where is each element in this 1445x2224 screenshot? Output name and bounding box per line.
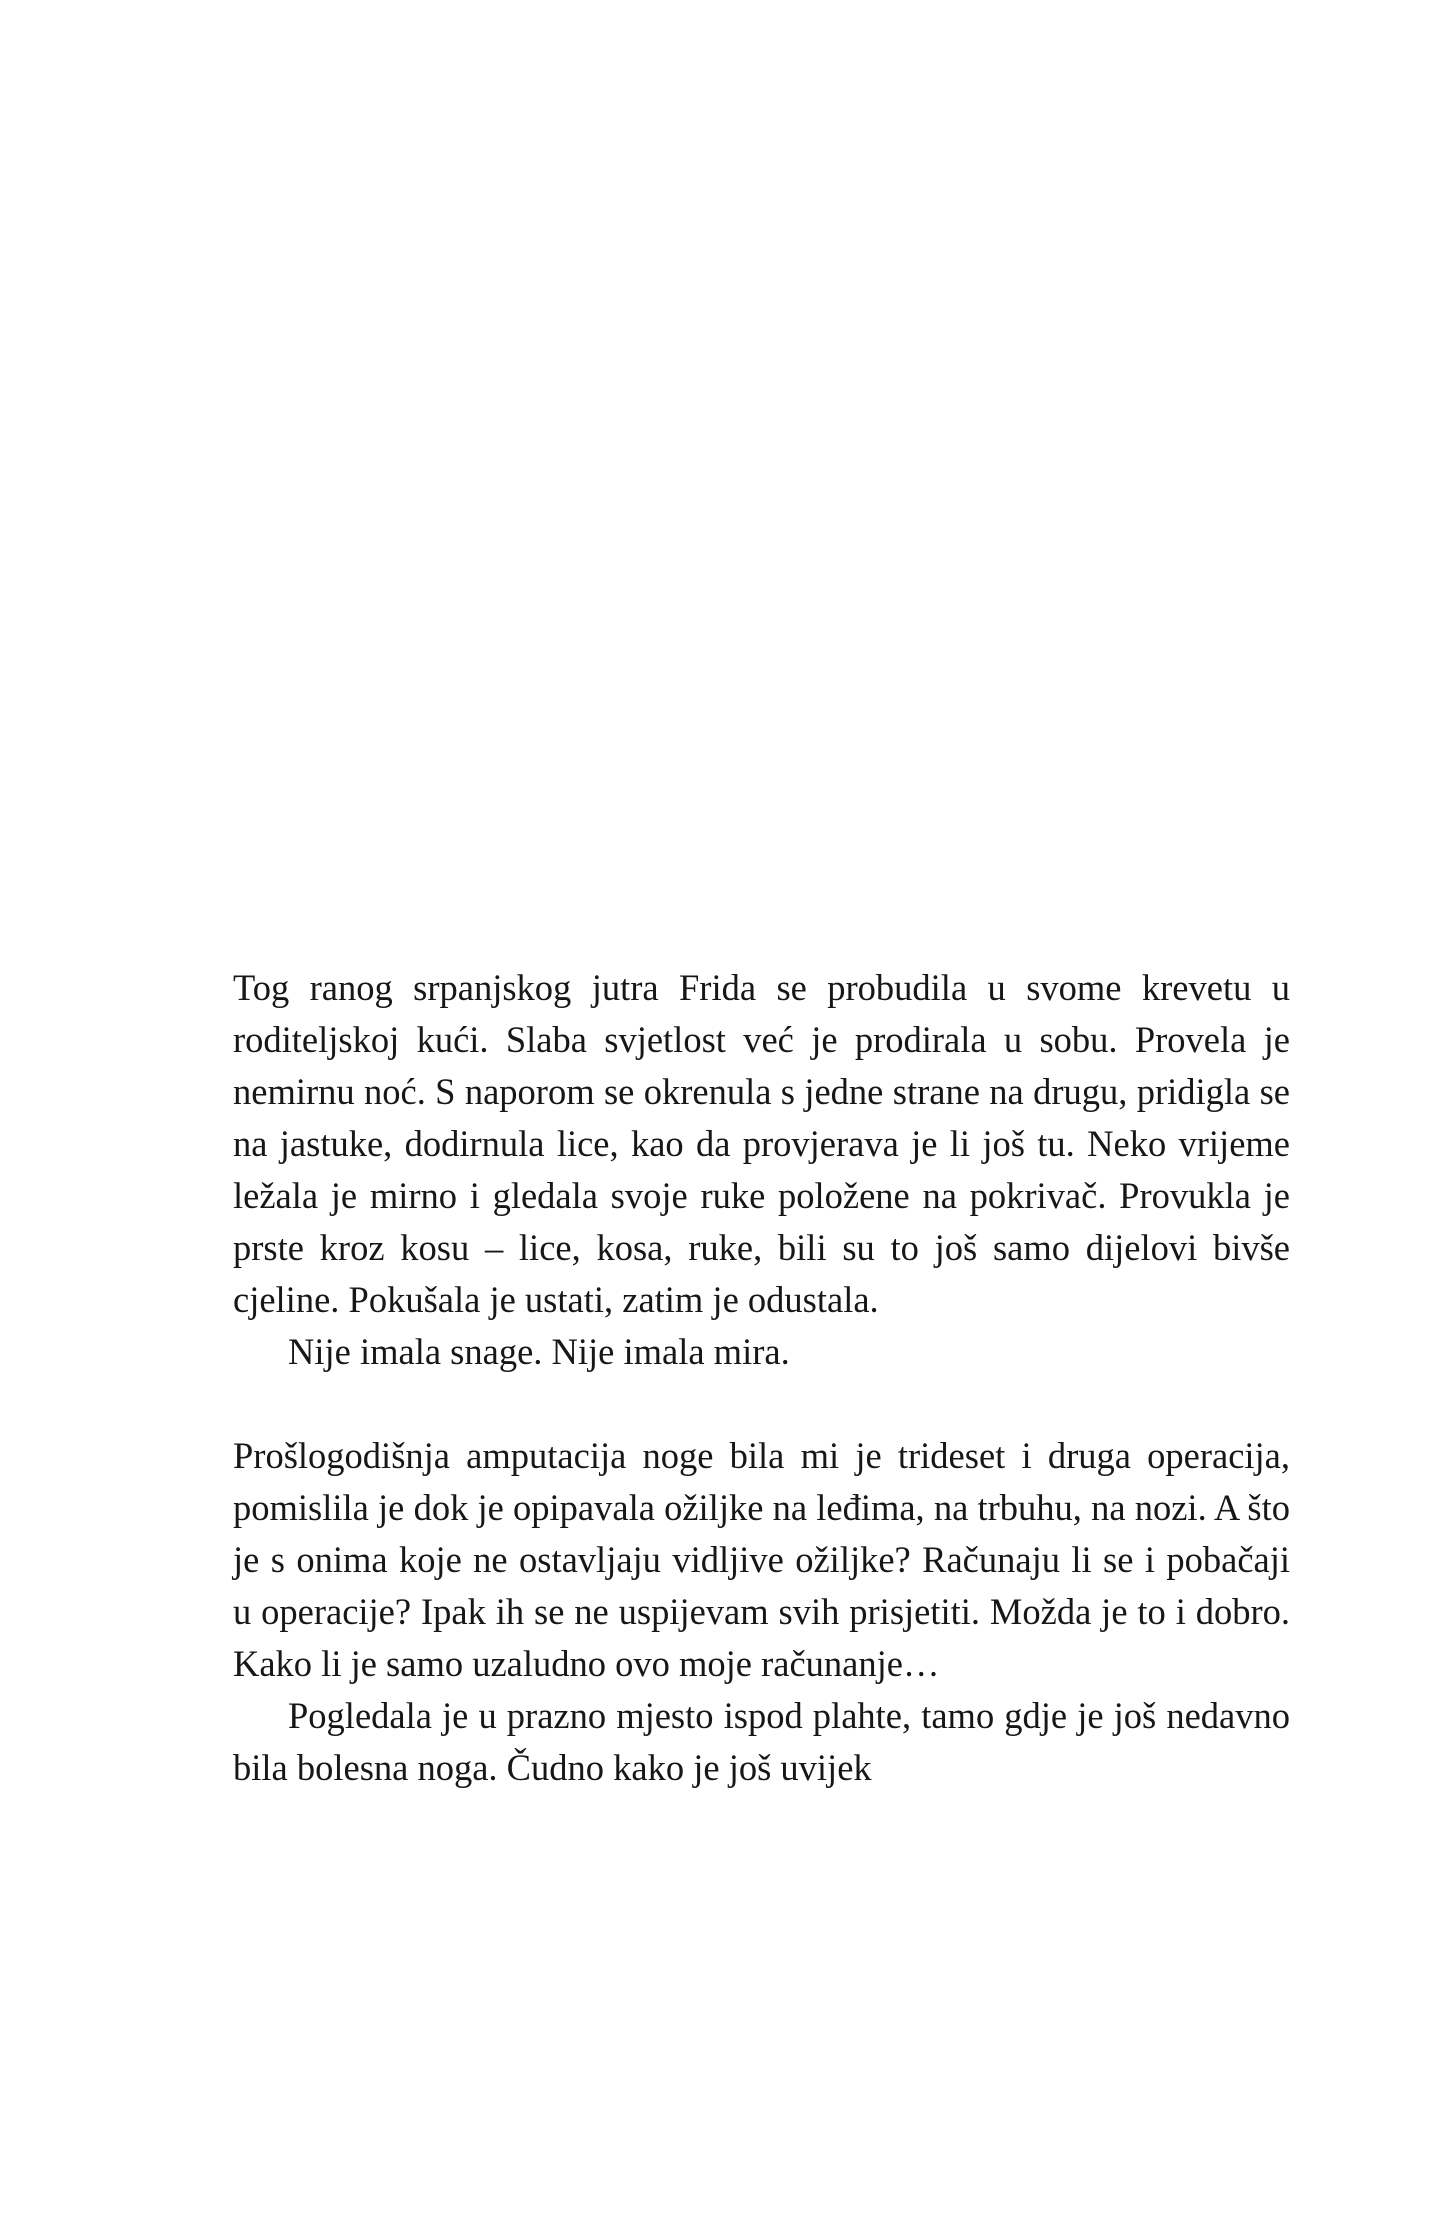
paragraph-short-sentence: Nije imala snage. Nije imala mira. bbox=[288, 1331, 790, 1372]
page-text-block bbox=[233, 962, 1290, 1794]
paragraph-monologue: Prošlogodišnja amputacija noge bila mi je trideset i druga operacija, pomislila je dok je opipavala ožiljke na leđima, na trbuhu, na nozi. A što je s onima koje ne ostavljaju vidljive ožiljke? Računaju li se i pobačaji u operacije? Ipak ih se ne uspijevam svih prisjetiti. Možda je to i dobro. Kako li je samo uzaludno ovo moje računanje… bbox=[233, 1435, 1290, 1684]
paragraph-spacer bbox=[233, 1378, 1290, 1430]
paragraph-opening: Tog ranog srpanjskog jutra Frida se probudila u svome krevetu u roditeljskoj kući. Slaba svjetlost već je prodirala u sobu. Provela je nemirnu noć. S naporom se okrenula s jedne strane na drugu, pridigla se na jastuke, dodirnula lice, kao da provjerava je li još tu. Neko vrijeme ležala je mirno i gledala svoje ruke položene na pokrivač. Provukla je prste kroz kosu – lice, kosa, ruke, bili su to još samo dijelovi bivše cjeline. Pokušala je ustati, zatim je odustala. bbox=[233, 967, 1290, 1320]
paragraph-continuation: Pogledala je u prazno mjesto ispod plahte, tamo gdje je još nedavno bila bolesna noga. Čudno kako je još uvijek bbox=[233, 1695, 1290, 1788]
